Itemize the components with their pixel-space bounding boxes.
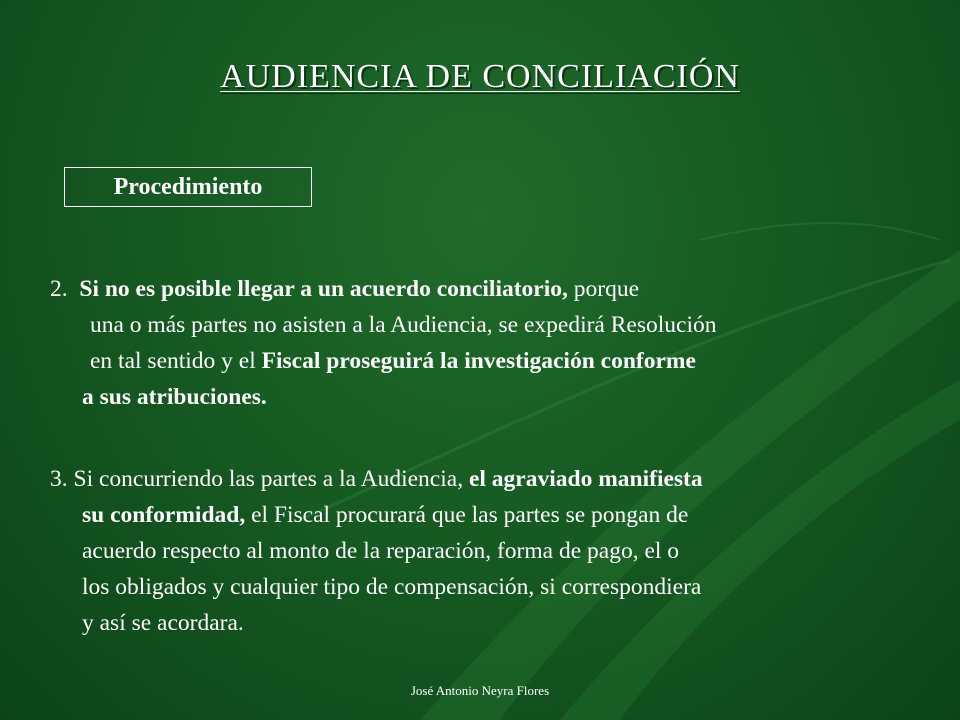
item-3-text-2: el Fiscal procurará que las partes se pongan de bbox=[245, 502, 689, 528]
item-3-line-3: acuerdo respecto al monto de la reparación, forma de pago, el o bbox=[82, 538, 680, 564]
item-2-line-3 bbox=[90, 343, 716, 379]
footer-author: José Antonio Neyra Flores bbox=[410, 683, 550, 698]
slide-title: AUDIENCIA DE CONCILIACIÓN bbox=[220, 58, 740, 95]
item-2-bold-4: a sus atribuciones. bbox=[82, 384, 267, 410]
item-3-paragraph bbox=[0, 461, 703, 641]
item-3-line-1 bbox=[50, 461, 703, 497]
item-3-text-1: 3. Si concurriendo las partes a la Audiencia, bbox=[50, 466, 469, 492]
item-2-line-2: una o más partes no asisten a la Audiencia, se expedirá Resolución bbox=[90, 312, 717, 338]
section-label-box bbox=[64, 167, 312, 207]
item-2-number: 2. bbox=[50, 276, 68, 302]
item-2-bold-3: Fiscal proseguirá la investigación conforme bbox=[261, 348, 696, 374]
item-2-line-1 bbox=[50, 271, 676, 307]
item-2-bold-1: Si no es posible llegar a un acuerdo conciliatorio, bbox=[79, 276, 568, 302]
item-3-line-2 bbox=[82, 497, 735, 533]
item-2-paragraph bbox=[0, 271, 717, 415]
section-label: Procedimiento bbox=[113, 174, 263, 200]
item-3-line-5: y así se acordara. bbox=[82, 610, 244, 636]
item-3-bold-1: el agraviado manifiesta bbox=[468, 466, 703, 492]
item-2-text-1: porque bbox=[567, 276, 640, 302]
item-3-line-4: los obligados y cualquier tipo de compensación, si correspondiera bbox=[82, 574, 702, 600]
item-2-line-4 bbox=[82, 379, 708, 415]
item-3-bold-2: su conformidad, bbox=[82, 502, 246, 528]
item-2-text-3: en tal sentido y el bbox=[90, 348, 262, 374]
